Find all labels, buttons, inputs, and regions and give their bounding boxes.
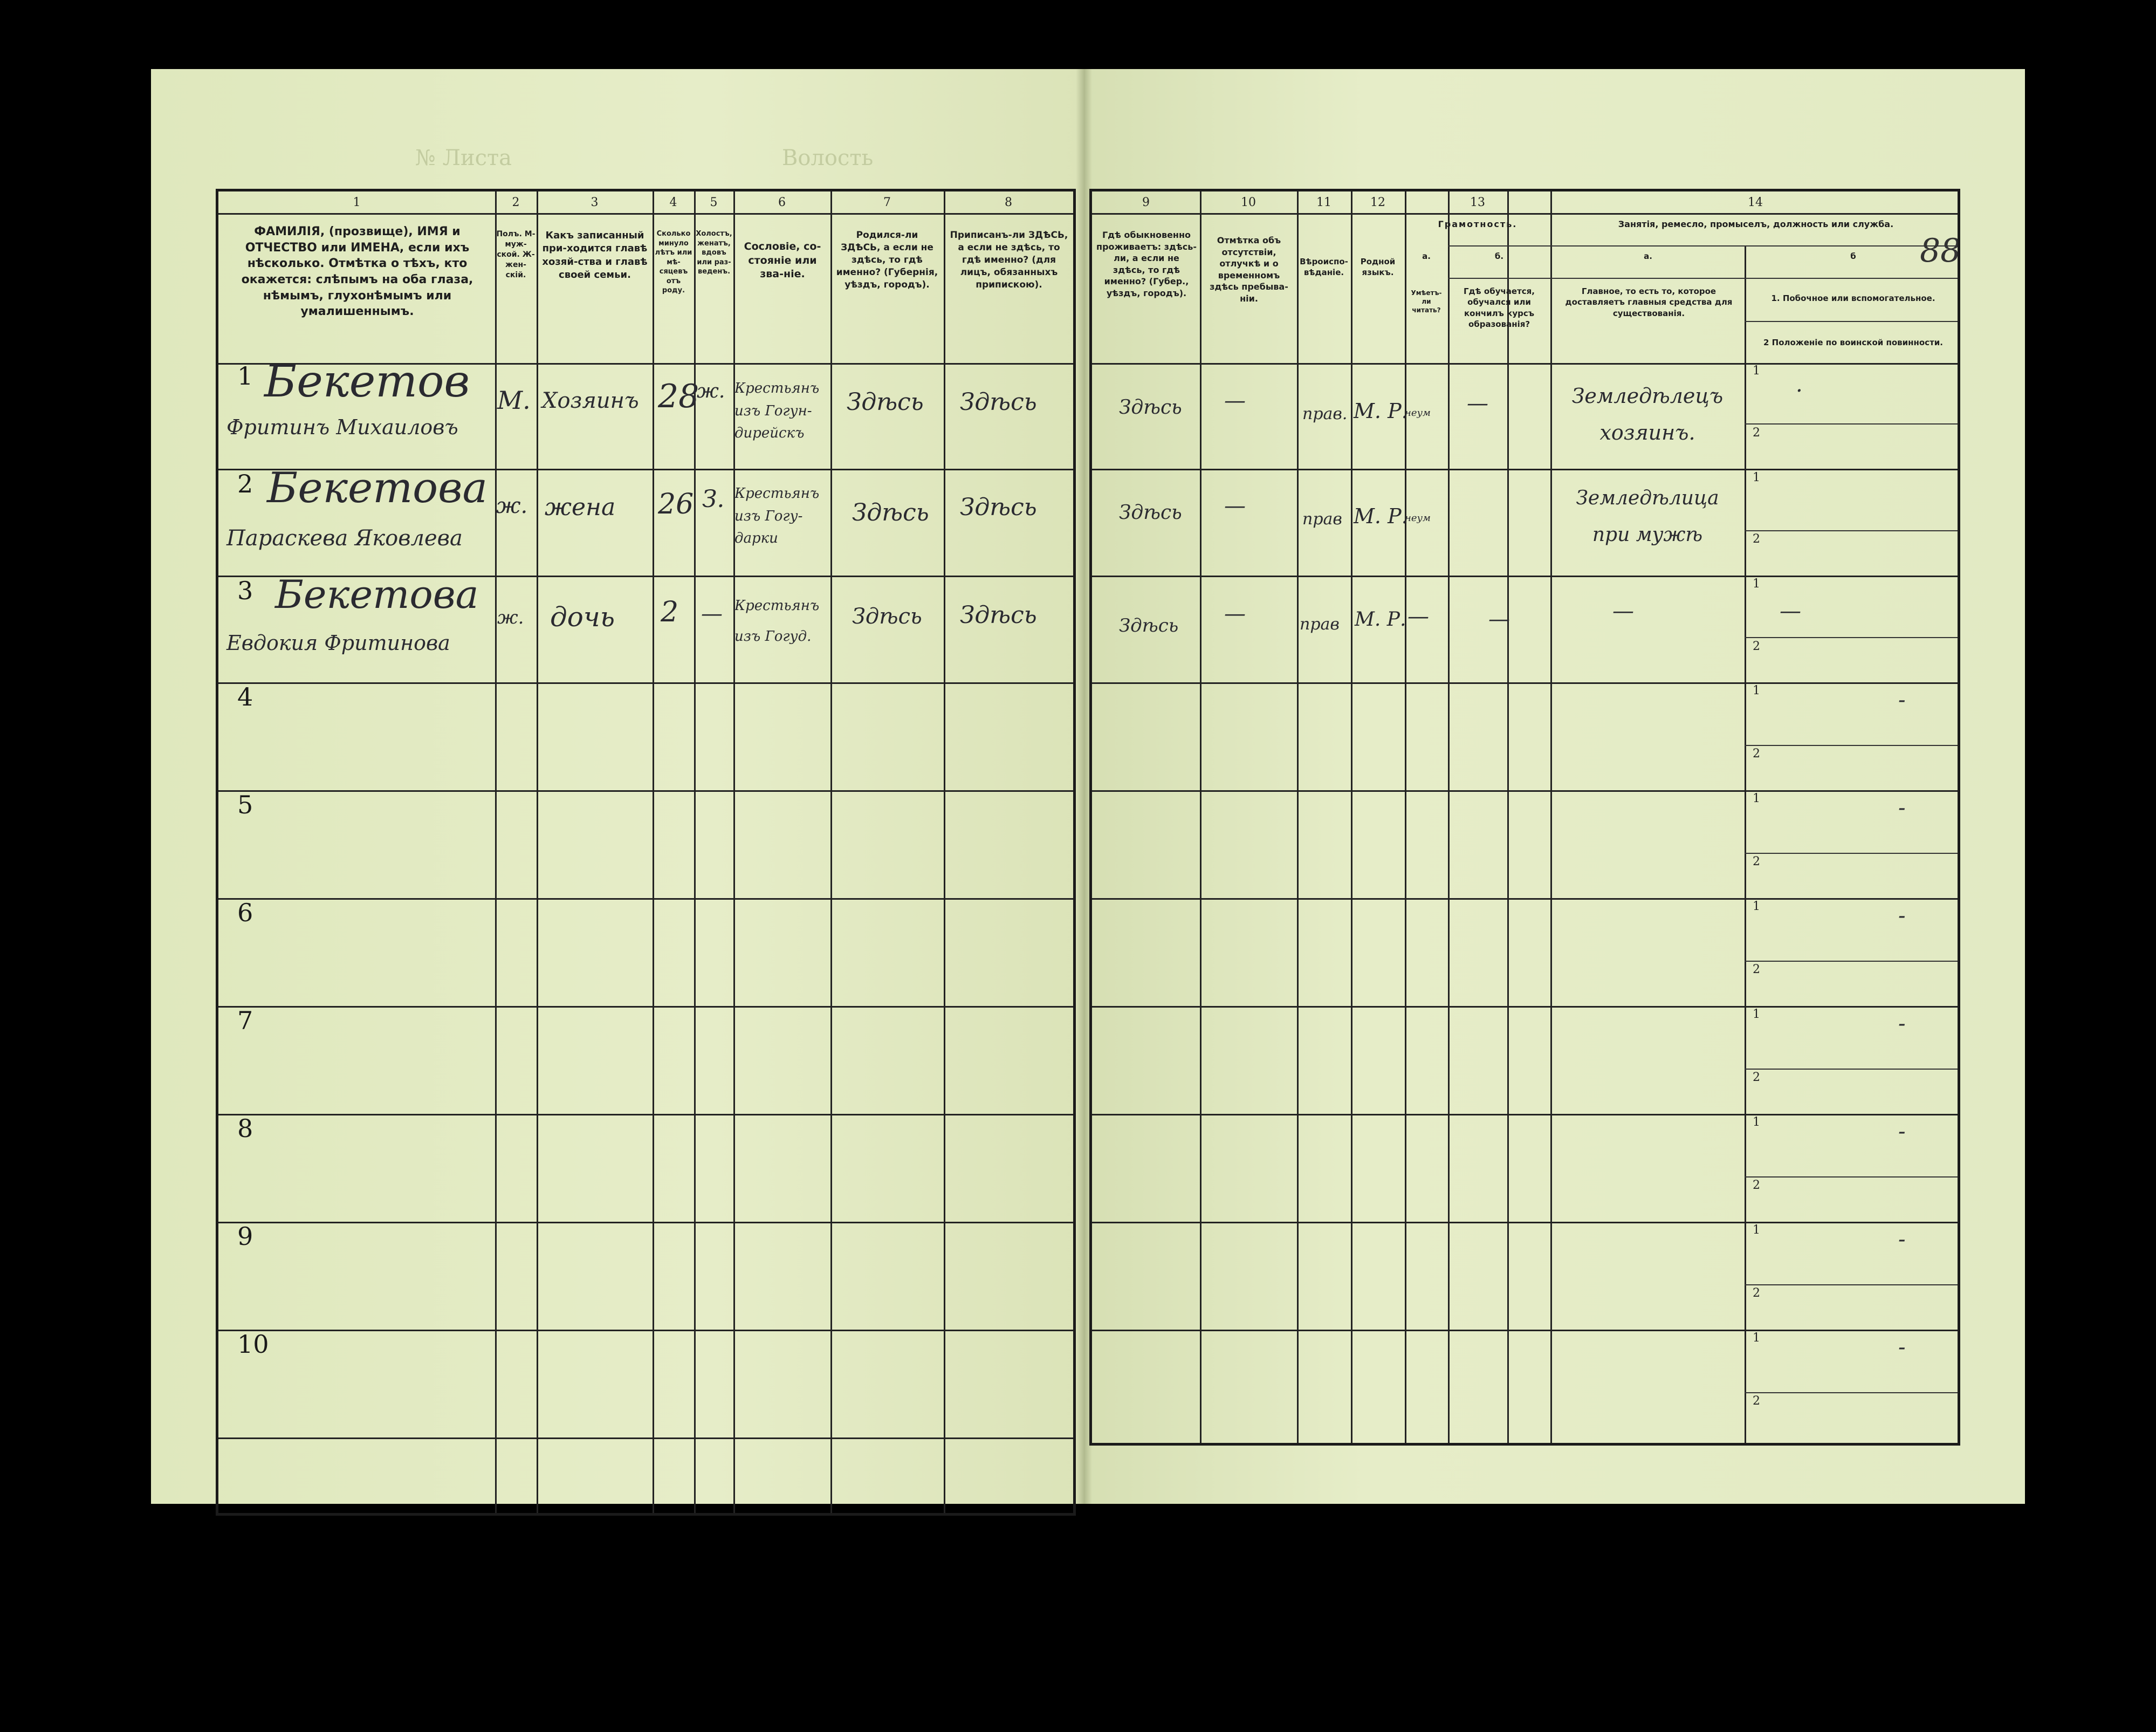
row-2-residence: Здѣсь [1119, 502, 1182, 524]
header-occupation-a-letter: а. [1644, 251, 1652, 261]
header-estate: Сословіе, со-стояніе или зва-ніе. [744, 241, 821, 280]
row-3-absence: — [1224, 601, 1246, 626]
header-religion: Вѣроиспо-вѣданіе. [1300, 257, 1348, 278]
row-2-surname: Бекетова [267, 464, 488, 512]
row-2-relation: жена [545, 494, 616, 521]
row-1-born: Здѣсь [847, 388, 924, 416]
col-number-8: 8 [1005, 196, 1012, 209]
row-2-literate: неум [1405, 512, 1431, 524]
row-1-marital: ж. [697, 380, 725, 402]
header-registration: Приписанъ-ли ЗДѢСЬ, а если не здѣсь, то гдѣ именно? (для лицъ, обязанныхъ припискою). [950, 230, 1068, 290]
row-2-age: 26 [658, 488, 694, 521]
row-1-given-name: Фритинъ Михаиловъ [226, 415, 458, 439]
row-1-education: — [1467, 391, 1488, 416]
faint-header-mid: Волость [782, 146, 874, 170]
row-2-registered: Здѣсь [960, 494, 1037, 521]
col-number-5: 5 [710, 196, 718, 209]
col-number-1: 1 [353, 196, 361, 209]
row-1-estate: Крестьянъ изъ Гогун-дирейскъ [734, 380, 820, 442]
row-4-sub-2: 2 [1753, 747, 1760, 761]
header-military-status: 2 Положеніе по воинской повинности. [1763, 338, 1943, 347]
row-3-education: — [1488, 607, 1510, 632]
row-8-side-mark: - [1898, 1119, 1906, 1144]
row-1-language: М. Р. [1354, 399, 1408, 423]
col-number-4: 4 [669, 196, 677, 209]
row-2-given-name: Параскева Яковлева [226, 526, 463, 551]
header-main-occupation: Главное, то есть то, которое доставляетъ главныя средства для существованія. [1565, 286, 1733, 318]
row-4-sub-1: 1 [1753, 684, 1760, 697]
header-secondary-occupation: 1. Побочное или вспомогательное. [1771, 293, 1935, 303]
col-number-6: 6 [778, 196, 786, 209]
row-3-given-name: Евдокия Фритинова [226, 631, 450, 655]
col-number-14: 14 [1748, 196, 1763, 209]
row-2-sub-1: 1 [1753, 471, 1760, 484]
row-10-sub-1: 1 [1753, 1331, 1760, 1345]
row-3-sub-1: 1 [1753, 577, 1760, 591]
row-7-sub-1: 1 [1753, 1008, 1760, 1021]
col-number-9: 9 [1142, 196, 1150, 209]
row-7-number: 7 [237, 1006, 253, 1035]
header-residence: Гдѣ обыкновенно проживаетъ: здѣсь-ли, а если не здѣсь, то гдѣ именно? (Губер., уѣздъ, городъ). [1096, 230, 1197, 298]
row-2-absence: — [1224, 494, 1246, 518]
row-2-occupation: Земледѣлица при мужѣ [1576, 487, 1719, 546]
col-number-7: 7 [883, 196, 891, 209]
row-1-sub-2: 2 [1753, 426, 1760, 440]
row-8-sub-1: 1 [1753, 1115, 1760, 1129]
row-2-number: 2 [237, 469, 253, 498]
header-age: Сколько минуло лѣтъ или мѣ-сяцевъ отъ роду. [655, 230, 692, 295]
page-number: 88 [1920, 232, 1961, 270]
row-3-marital: — [701, 601, 723, 626]
row-10-number: 10 [237, 1330, 269, 1359]
row-7-sub-2: 2 [1753, 1071, 1760, 1084]
row-3-registered: Здѣсь [960, 601, 1037, 629]
row-1-religion: прав. [1302, 405, 1348, 423]
row-9-number: 9 [237, 1222, 253, 1251]
row-3-side-mark: — [1780, 599, 1801, 624]
row-7-side-mark: - [1898, 1011, 1906, 1036]
row-1-surname: Бекетов [264, 356, 470, 407]
row-8-number: 8 [237, 1114, 253, 1143]
row-3-language: М. Р. [1355, 608, 1406, 631]
col-number-13: 13 [1470, 196, 1485, 209]
row-1-literate: неум [1405, 407, 1431, 419]
row-10-side-mark: - [1898, 1335, 1906, 1360]
row-2-marital: З. [702, 485, 725, 513]
header-birthplace: Родился-ли ЗДѢСЬ, а если не здѣсь, то гдѣ именно? (Губернія, уѣздъ, городъ). [836, 230, 938, 290]
row-3-age: 2 [661, 596, 679, 628]
census-table-right [1089, 189, 1960, 1446]
header-sex: Полъ. М-муж-ской. Ж-жен-скій. [496, 230, 535, 279]
row-3-residence: Здѣсь [1119, 615, 1179, 636]
col-number-2: 2 [512, 196, 520, 209]
row-2-language: М. Р. [1354, 504, 1408, 528]
row-1-occupation: Земледѣлецъ хозяинъ. [1571, 384, 1724, 445]
row-6-number: 6 [237, 898, 253, 927]
row-3-born: Здѣсь [852, 604, 922, 629]
row-2-religion: прав [1302, 510, 1342, 529]
row-3-number: 3 [237, 576, 253, 605]
header-occupation-b-letter: б [1850, 251, 1856, 261]
col-number-3: 3 [591, 196, 599, 209]
row-3-surname: Бекетова [275, 572, 479, 617]
row-6-sub-2: 2 [1753, 963, 1760, 976]
row-1-registered: Здѣсь [960, 388, 1037, 416]
row-1-sub-1: 1 [1753, 364, 1760, 378]
row-4-side-mark: - [1898, 688, 1906, 713]
row-1-absence: — [1224, 388, 1246, 413]
row-5-sub-1: 1 [1753, 792, 1760, 805]
row-10-sub-2: 2 [1753, 1394, 1760, 1408]
row-3-estate: Крестьянъ изъ Гогуд. [734, 598, 820, 645]
header-absence: Отмѣтка объ отсутствіи, отлучкѣ и о временномъ здѣсь пребыва-ніи. [1210, 235, 1288, 304]
row-3-sub-2: 2 [1753, 640, 1760, 653]
header-name: ФАМИЛІЯ, (прозвище), ИМЯ и ОТЧЕСТВО или ИМЕНА, если ихъ нѣсколько. Отмѣтка о тѣхъ, кто окажется: слѣпымъ на оба глаза, нѣмымъ, глухонѣмымъ или умалишеннымъ. [241, 225, 473, 319]
row-2-estate: Крестьянъ изъ Гогу-дарки [734, 485, 820, 547]
header-relation: Какъ записанный при-ходится главѣ хозяй-ства и главѣ своей семьи. [542, 230, 648, 280]
row-2-sex: ж. [496, 494, 528, 518]
row-9-sub-1: 1 [1753, 1223, 1760, 1237]
header-literacy-a-letter: а. [1422, 251, 1431, 261]
header-education: Гдѣ обучается, обучался или кончилъ курсъ образованія? [1464, 286, 1535, 329]
row-3-relation: дочь [550, 601, 615, 633]
header-can-read: Умѣетъ-ли читать? [1411, 289, 1442, 314]
row-9-side-mark: - [1898, 1227, 1906, 1252]
row-8-sub-2: 2 [1753, 1179, 1760, 1192]
row-1-side-mark: . [1796, 372, 1803, 397]
row-5-number: 5 [237, 790, 253, 819]
faint-header-left: № Листа [415, 146, 512, 170]
row-3-sex: ж. [497, 607, 524, 628]
row-9-sub-2: 2 [1753, 1286, 1760, 1300]
row-6-sub-1: 1 [1753, 900, 1760, 913]
header-literacy: Грамотность. [1438, 219, 1518, 229]
row-2-sub-2: 2 [1753, 532, 1760, 546]
col-number-12: 12 [1370, 196, 1385, 209]
row-3-occupation: — [1612, 599, 1634, 624]
row-3-religion: прав [1300, 615, 1340, 634]
header-language: Родной языкъ. [1360, 257, 1396, 278]
row-1-number: 1 [237, 361, 253, 391]
row-1-sex: М. [497, 386, 531, 415]
header-occupation: Занятія, ремесло, промыселъ, должность или служба. [1618, 219, 1894, 229]
row-3-literate: — [1407, 604, 1429, 629]
col-number-10: 10 [1241, 196, 1256, 209]
row-5-sub-2: 2 [1753, 855, 1760, 868]
header-literacy-b-letter: б. [1494, 251, 1504, 261]
row-6-side-mark: - [1898, 903, 1906, 928]
row-1-residence: Здѣсь [1119, 396, 1182, 419]
header-marital: Холостъ, женатъ, вдовъ или раз-веденъ. [696, 230, 732, 276]
row-1-age: 28 [658, 378, 699, 415]
row-1-relation: Хозяинъ [542, 388, 639, 413]
row-4-number: 4 [237, 682, 253, 711]
row-2-born: Здѣсь [852, 499, 929, 526]
row-5-side-mark: - [1898, 796, 1906, 820]
col-number-11: 11 [1316, 196, 1331, 209]
